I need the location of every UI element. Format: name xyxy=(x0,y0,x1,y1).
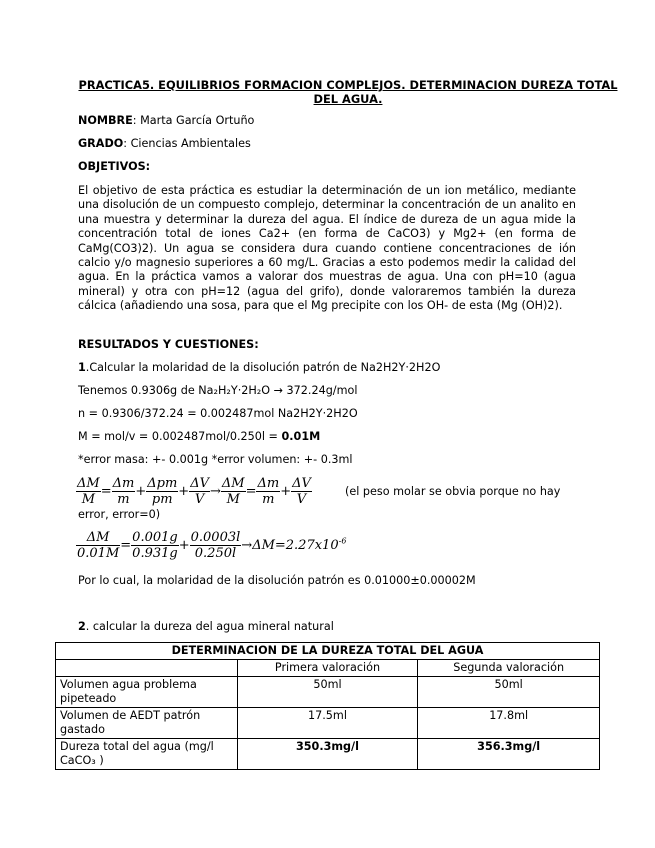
table-row xyxy=(56,739,600,770)
eq1-m-2: m xyxy=(262,492,275,507)
eq1-dV-2: ΔV xyxy=(292,476,311,491)
equation-molarity-error: $\frac{\Delta M}{0.01M}$ = $\frac{0.001g}{0.931g}$ + $\frac{0.0003l}{0.250l}$ $\to\Delta M=2.27x10^{-6}$ xyxy=(77,530,347,561)
eq1-equals-2: = xyxy=(245,484,257,499)
eq1-equals: = xyxy=(100,484,112,499)
eq1-dm-2: Δm xyxy=(257,476,280,491)
table-caption: DETERMINACION DE LA DUREZA TOTAL DEL AGUA xyxy=(56,643,600,660)
table-cell: 50ml xyxy=(418,677,600,708)
question-2-text: . calcular la dureza del agua mineral natural xyxy=(85,620,334,633)
eq1-dM: ΔM xyxy=(77,476,100,491)
eq1-dM-2: ΔM xyxy=(221,476,245,491)
table-cell: 350.3mg/l xyxy=(237,739,418,770)
eq2-exponent: -6 xyxy=(338,536,347,546)
eq1-pm: pm xyxy=(151,492,173,507)
eq2-t2-num: 0.0003l xyxy=(190,530,241,545)
objetivos-heading: OBJETIVOS: xyxy=(78,160,151,173)
table-header-segunda: Segunda valoración xyxy=(418,660,600,677)
eq2-t1-den: 0.931g xyxy=(132,546,178,561)
table-row xyxy=(56,677,600,708)
eq2-result: ΔM=2.27x10 xyxy=(252,538,339,553)
grado-line xyxy=(78,137,251,151)
eq2-t1-num: 0.001g xyxy=(132,530,178,545)
table-cell-label: Volumen agua problema pipeteado xyxy=(56,677,238,708)
line-molarity xyxy=(78,430,320,444)
line-moles: n = 0.9306/372.24 = 0.002487mol Na2H2Y·2H2O xyxy=(78,407,358,420)
nombre-value: : Marta García Ortuño xyxy=(132,114,255,127)
eq2-t2-den: 0.250l xyxy=(194,546,237,561)
table-cell-label: Volumen de AEDT patrón gastado xyxy=(56,708,238,739)
eq1-V: V xyxy=(194,492,205,507)
table-cell: 17.5ml xyxy=(237,708,418,739)
table-cell-label: Dureza total del agua (mg/l CaCO₃ ) xyxy=(56,739,238,770)
table-caption-row xyxy=(56,643,600,660)
eq1-dm: Δm xyxy=(112,476,135,491)
table-header-empty xyxy=(56,660,238,677)
line-molarity-result: 0.01M xyxy=(281,430,321,443)
question-2 xyxy=(78,620,334,634)
equation-error-propagation xyxy=(76,476,312,507)
table-cell: 50ml xyxy=(237,677,418,708)
conclusion: Por lo cual, la molaridad de la disolución patrón es 0.01000±0.00002M xyxy=(78,574,476,587)
eq1-V-2: V xyxy=(296,492,307,507)
table-cell: 356.3mg/l xyxy=(418,739,600,770)
eq2-lhs-num: ΔM xyxy=(76,530,120,546)
eq1-dV: ΔV xyxy=(190,476,209,491)
question-1-text: .Calcular la molaridad de la disolución patrón de Na2H2Y·2H2O xyxy=(85,361,441,374)
nombre-label: NOMBRE xyxy=(78,114,133,127)
eq2-lhs-den: 0.01M xyxy=(77,546,120,561)
results-table xyxy=(55,642,600,770)
eq1-dpm: Δpm xyxy=(147,476,178,491)
document-title: PRACTICA5. EQUILIBRIOS FORMACION COMPLEJOS. DETERMINACION DUREZA TOTAL DEL AGUA. xyxy=(78,78,618,106)
eq1-note-2: error, error=0) xyxy=(78,508,161,521)
objetivos-paragraph: El objetivo de esta práctica es estudiar la determinación de un ion metálico, mediante una disolución de un compuesto complejo, determinar la concentración de un analito en una muestra y determinar la dureza del agua. El índice de dureza de un agua mide la concentración total de iones Ca2+ (en forma de CaCO3) y Mg2+ (en forma de CaMg(CO3)2). Un agua se considera dura cuando contiene concentraciones de ión calcio y/o magnesio superiores a 60 mg/L. Gracias a esto podemos medir la calidad del agua. En la práctica vamos a valorar dos muestras de agua. Una con pH=10 (agua mineral) y otra con pH=12 (agua del grifo), donde valoraremos también la dureza cálcica (añadiendo una sosa, para que el Mg precipite con los OH- de esta (Mg (OH)2). xyxy=(78,184,576,313)
eq1-m: m xyxy=(117,492,130,507)
line-errors: *error masa: +- 0.001g *error volumen: +- 0.3ml xyxy=(78,453,353,466)
grado-value: : Ciencias Ambientales xyxy=(123,137,251,150)
question-1-number: 1 xyxy=(78,361,86,374)
eq1-M: M xyxy=(81,492,95,507)
eq1-plus-2: + xyxy=(178,484,190,499)
line-molarity-prefix: M = mol/v = 0.002487mol/0.250l = xyxy=(78,430,282,443)
grado-label: GRADO xyxy=(78,137,124,150)
nombre-line xyxy=(78,114,254,128)
table-header-row xyxy=(56,660,600,677)
table-header-primera: Primera valoración xyxy=(237,660,418,677)
eq1-plus: + xyxy=(135,484,147,499)
eq1-M-2: M xyxy=(226,492,240,507)
question-2-number: 2 xyxy=(78,620,86,633)
resultados-heading: RESULTADOS Y CUESTIONES: xyxy=(78,338,259,351)
line-tenemos: Tenemos 0.9306g de Na₂H₂Y·2H₂O → 372.24g/mol xyxy=(78,384,358,397)
eq1-note: (el peso molar se obvia porque no hay xyxy=(345,485,561,498)
table-cell: 17.8ml xyxy=(418,708,600,739)
eq1-plus-3: + xyxy=(280,484,292,499)
eq1-arrow: → xyxy=(209,484,221,499)
question-1 xyxy=(78,361,440,375)
table-row xyxy=(56,708,600,739)
